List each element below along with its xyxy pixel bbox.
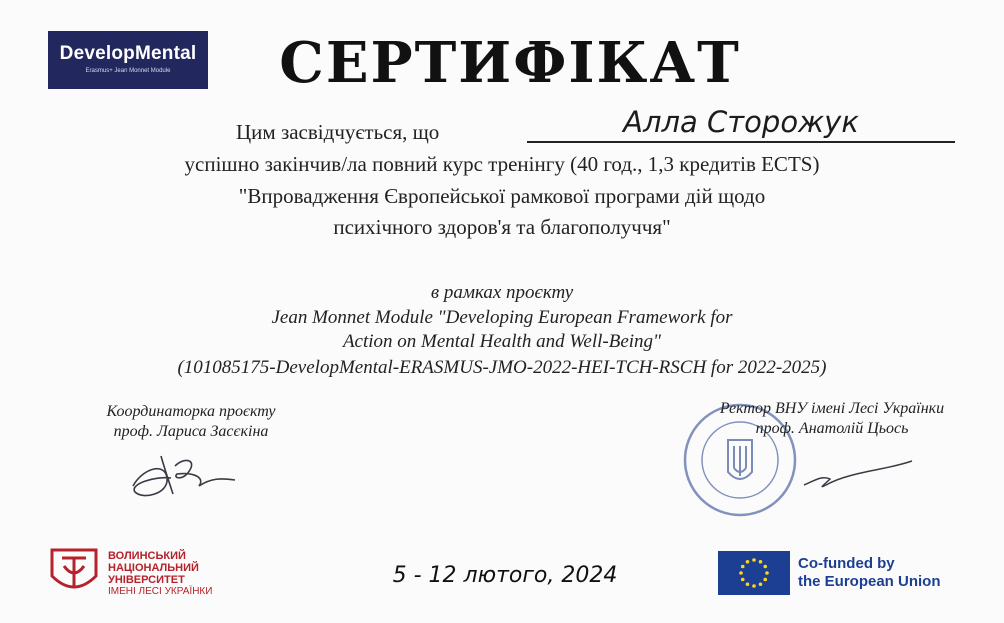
university-logo <box>48 546 248 596</box>
eu-line-1: Co-funded by <box>798 555 895 572</box>
name-underline <box>527 141 955 143</box>
signature-left <box>125 448 255 506</box>
certify-text: Цим засвідчується, що <box>236 120 440 144</box>
eu-star <box>746 582 750 586</box>
eu-star <box>741 565 745 569</box>
eu-cofunded-logo <box>718 551 978 597</box>
eu-star <box>739 571 743 575</box>
eu-star <box>763 578 767 582</box>
university-line-2: НАЦІОНАЛЬНИЙ <box>108 562 199 574</box>
signatory-left-name: проф. Лариса Засєкіна <box>113 423 269 440</box>
recipient-name: Алла Сторожук <box>623 105 859 139</box>
project-intro: в рамках проєкту <box>430 282 574 303</box>
eu-star <box>752 584 756 588</box>
university-line-3: УНІВЕРСИТЕТ <box>108 574 185 586</box>
signatory-right <box>682 399 982 439</box>
eu-line-2: the European Union <box>798 573 941 590</box>
eu-star <box>763 565 767 569</box>
signatory-right-name: проф. Анатолій Цьось <box>755 420 909 437</box>
eu-star <box>759 560 763 564</box>
completion-text: успішно закінчив/ла повний курс тренінгу (40 год., 1,3 кредитів ECTS) <box>184 152 820 176</box>
university-line-1: ВОЛИНСЬКИЙ <box>108 550 186 562</box>
course-dates: 5 - 12 лютого, 2024 <box>392 563 618 588</box>
project-code: (101085175-DevelopMental-ERASMUS-JMO-2022-HEI-TCH-RSCH for 2022-2025) <box>177 357 827 378</box>
signatory-right-role: Ректор ВНУ імені Лесі Українки <box>719 400 945 417</box>
university-emblem-icon <box>48 546 100 596</box>
developmental-logo <box>48 31 208 89</box>
signatory-left-role: Координаторка проєкту <box>106 403 276 420</box>
project-title-line-1: Jean Monnet Module "Developing European Framework for <box>271 307 733 328</box>
university-line-4: ІМЕНІ ЛЕСІ УКРАЇНКИ <box>108 586 213 597</box>
eu-star <box>759 582 763 586</box>
signature-right <box>800 455 920 495</box>
eu-star <box>746 560 750 564</box>
course-title-line-1: "Впровадження Європейської рамкової програми дій щодо <box>238 184 766 208</box>
eu-star <box>752 558 756 562</box>
eu-star <box>765 571 769 575</box>
logo-subtitle: Erasmus+ Jean Monnet Module <box>85 68 171 74</box>
signatory-left <box>86 402 296 442</box>
logo-name: DevelopMental <box>59 43 197 64</box>
eu-star <box>741 578 745 582</box>
course-title-line-2: психічного здоров'я та благополуччя" <box>333 215 671 239</box>
certificate-title: СЕРТИФІКАТ <box>279 30 741 96</box>
eu-flag-icon <box>718 551 790 595</box>
project-title-line-2: Action on Mental Health and Well-Being" <box>342 331 662 352</box>
